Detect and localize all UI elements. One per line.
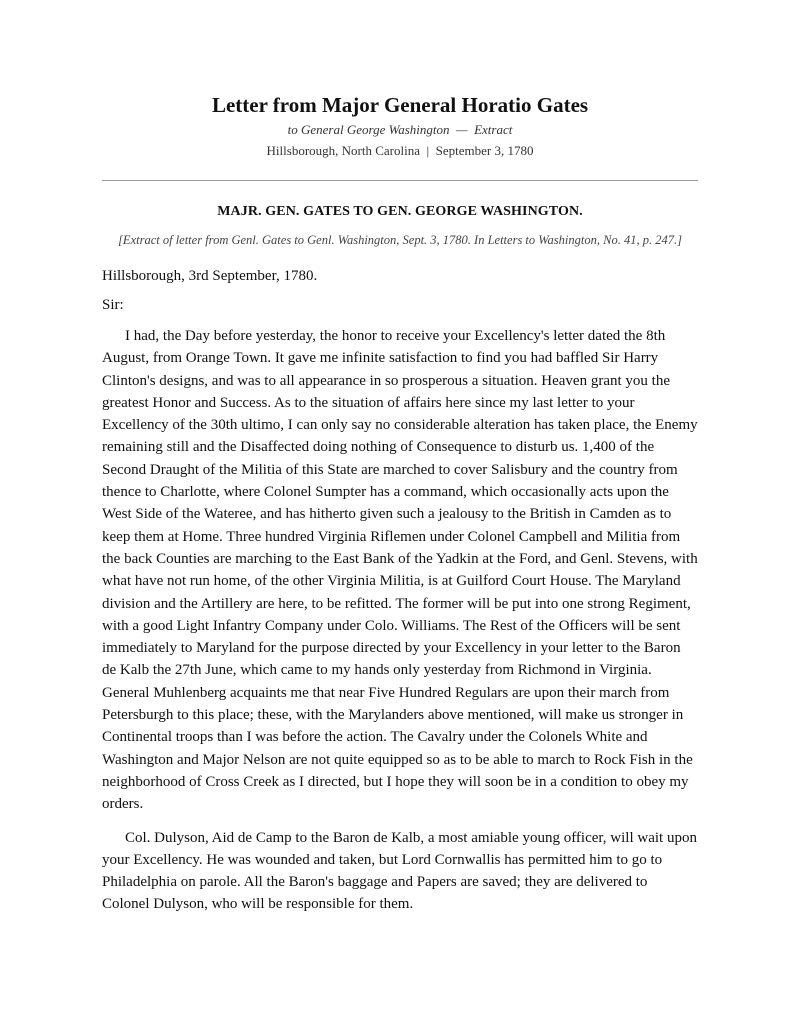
page-title: Letter from Major General Horatio Gates	[211, 93, 589, 117]
letter-citation: [Extract of letter from Genl. Gates to Genl. Washington, Sept. 3, 1780. In Letters to Washington, No. 41, p. 247.]	[118, 233, 682, 247]
letter-heading: MAJR. GEN. GATES TO GEN. GEORGE WASHINGTON.	[217, 204, 583, 219]
letter-paragraph: Col. Dulyson, Aid de Camp to the Baron de Kalb, a most amiable young officer, will wait upon your Excellency. He was wounded and taken, but Lord Cornwallis has permitted him to go to Philadelphia on parole. All the Baron's baggage and Papers are saved; they are delivered to Colonel Dulyson, who will be responsible for them.	[102, 829, 697, 913]
page-meta: Hillsborough, North Carolina | September 3, 1780	[266, 143, 534, 158]
letter-paragraph: I had, the Day before yesterday, the honor to receive your Excellency's letter dated the 8th August, from Orange Town. It gave me infinite satisfaction to find you had baffled Sir Harry Clinton's designs, and was to all appearance in so prosperous a situation. Heaven grant you the greatest Honor and Success. As to the situation of affairs here since my last letter to your Excellency of the 30th ultimo, I can only say no considerable alteration has taken place, the Enemy remaining still and the Disaffected doing nothing of Consequence to disturb us. 1,400 of the Second Draught of the Militia of this State are marched to cover Salisbury and the country from thence to Charlotte, where Colonel Sumpter has a command, which occasionally acts upon the West Side of the Wateree, and has hitherto given such a jealousy to the British in Camden as to keep them at Home. Three hundred Virginia Riflemen under Colonel Campbell and Militia from the back Counties are marching to the East Bank of the Yadkin at the Ford, and Genl. Stevens, with what have not run home, of the other Virginia Militia, is at Guilford Court House. The Maryland division and the Artillery are here, to be refitted. The former will be put into one strong Regiment, with a good Light Infantry Company under Colo. Williams. The Rest of the Officers will be sent immediately to Maryland for the purpose directed by your Excellency in your letter to the Baron de Kalb the 27th June, which came to my hands only yesterday from Richmond in Virginia. General Muhlenberg acquaints me that near Five Hundred Regulars are upon their march from Petersburgh to this place; these, with the Marylanders above mentioned, will make us stronger in Continental troops than I was before the action. The Cavalry under the Colonels White and Washington and Major Nelson are not quite equipped so as to be able to march to Rock Fish in the neighborhood of Cross Creek as I directed, but I hope they will soon be in a condition to obey my orders.	[102, 328, 698, 813]
letter-dateline: Hillsborough, 3rd September, 1780.	[102, 268, 318, 284]
letter-salutation: Sir:	[102, 297, 124, 313]
page-subtitle: to General George Washington — Extract	[287, 122, 513, 137]
document-page	[102, 0, 698, 916]
header-divider	[102, 180, 698, 181]
